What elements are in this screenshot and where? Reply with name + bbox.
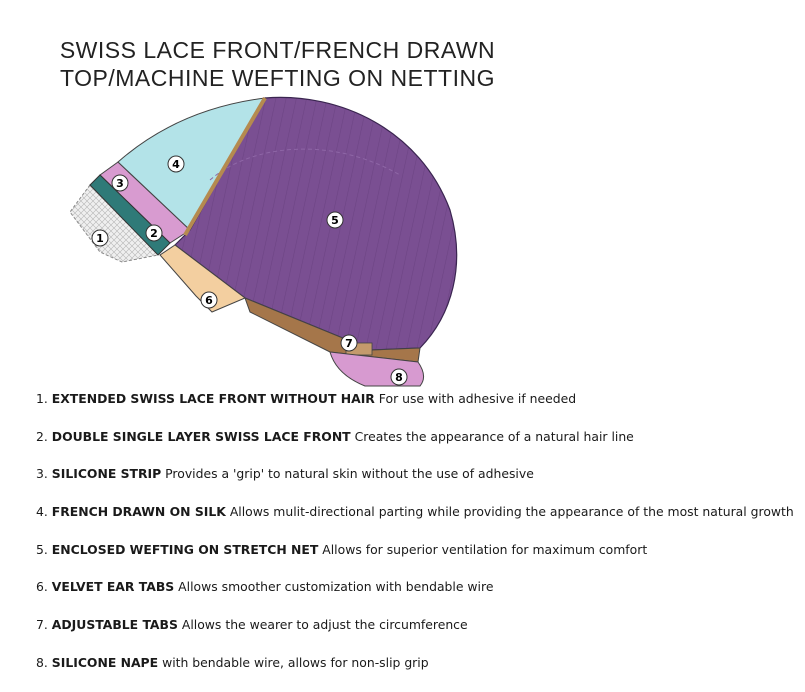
marker-2 xyxy=(146,225,162,241)
legend-num: 3. xyxy=(36,466,48,482)
marker-4 xyxy=(168,156,184,172)
legend-desc: For use with adhesive if needed xyxy=(378,391,577,406)
svg-text:8: 8 xyxy=(395,371,403,384)
legend-name: ADJUSTABLE TABS xyxy=(51,617,178,633)
legend-desc: Allows the wearer to adjust the circumference xyxy=(181,617,468,633)
legend-item-5 xyxy=(36,541,796,579)
svg-text:3: 3 xyxy=(116,177,124,190)
legend-name: FRENCH DRAWN ON SILK xyxy=(51,504,226,520)
legend-num: 8. xyxy=(36,654,48,670)
marker-7 xyxy=(341,335,357,351)
marker-3 xyxy=(112,175,128,191)
legend-name: VELVET EAR TABS xyxy=(51,579,175,595)
legend-desc: Allows for superior ventilation for maximum comfort xyxy=(322,541,648,557)
legend-num: 7. xyxy=(36,617,48,633)
marker-1 xyxy=(92,230,108,246)
title-line-1: SWISS LACE FRONT/FRENCH DRAWN xyxy=(59,37,496,63)
legend-name: DOUBLE SINGLE LAYER SWISS LACE FRONT xyxy=(51,428,351,444)
marker-6 xyxy=(201,292,217,308)
svg-text:1: 1 xyxy=(96,232,104,245)
svg-text:4: 4 xyxy=(172,158,180,171)
legend-desc: with bendable wire, allows for non-slip grip xyxy=(162,654,429,670)
legend-name: SILICONE NAPE xyxy=(51,654,159,670)
marker-5 xyxy=(327,212,343,228)
legend-num: 2. xyxy=(36,428,48,444)
svg-text:2: 2 xyxy=(150,227,158,240)
legend-name: ENCLOSED WEFTING ON STRETCH NET xyxy=(51,541,319,557)
legend-item-2 xyxy=(36,428,796,466)
legend-num: 6. xyxy=(36,579,48,595)
marker-8 xyxy=(391,369,407,385)
svg-text:7: 7 xyxy=(345,337,353,350)
legend-desc: Creates the appearance of a natural hair line xyxy=(354,428,634,444)
legend-list xyxy=(36,390,796,692)
legend-item-8 xyxy=(36,654,796,692)
legend-name: EXTENDED SWISS LACE FRONT WITHOUT HAIR xyxy=(51,391,375,406)
title-line-2: TOP/MACHINE WEFTING ON NETTING xyxy=(60,65,495,91)
svg-text:6: 6 xyxy=(205,294,213,307)
legend-name: SILICONE STRIP xyxy=(51,466,162,482)
legend-item-1 xyxy=(36,390,796,428)
legend-item-3 xyxy=(36,465,796,503)
legend-desc: Allows mulit-directional parting while providing the appearance of the most natural growth xyxy=(229,504,794,520)
svg-text:5: 5 xyxy=(331,214,339,227)
legend-num: 4. xyxy=(36,504,48,520)
legend-item-7 xyxy=(36,616,796,654)
legend-desc: Provides a 'grip' to natural skin without the use of adhesive xyxy=(165,466,534,482)
legend-item-6 xyxy=(36,578,796,616)
legend-num: 1. xyxy=(36,391,48,406)
legend-item-4 xyxy=(36,503,796,541)
legend-desc: Allows smoother customization with bendable wire xyxy=(178,579,494,595)
legend-num: 5. xyxy=(36,541,48,557)
